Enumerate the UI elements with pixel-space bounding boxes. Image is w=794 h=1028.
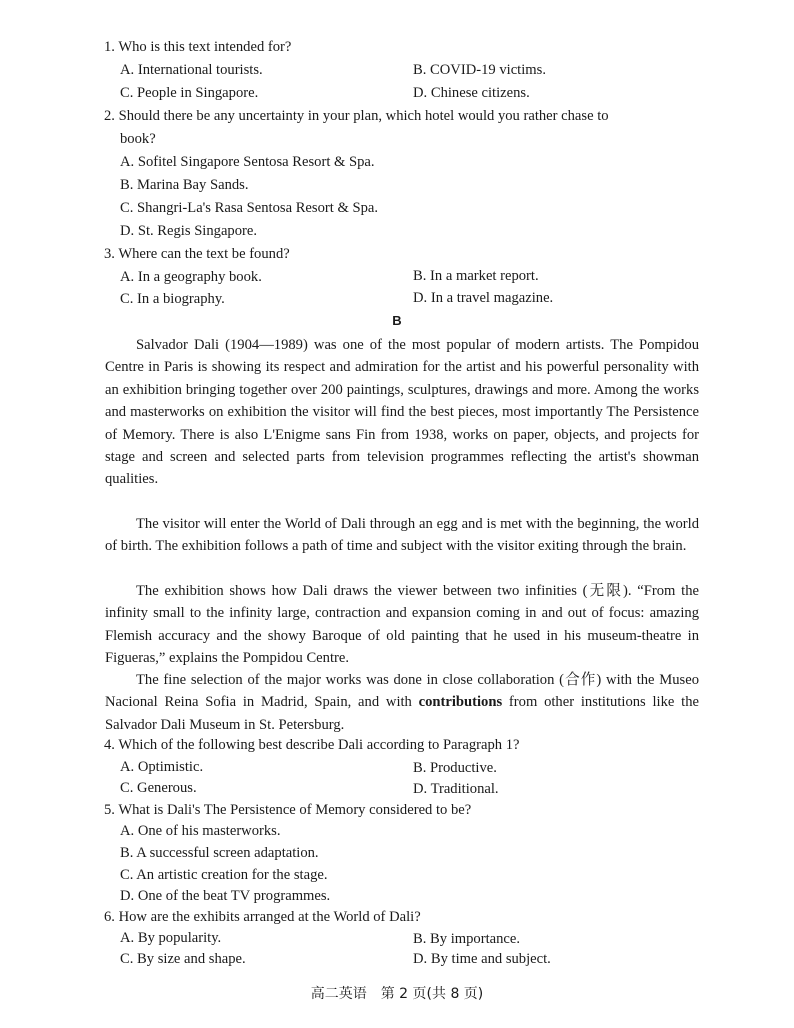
question-1-option-b: B. COVID-19 victims. [413,62,546,78]
question-6-option-d: D. By time and subject. [413,951,551,967]
question-2-stem-line2: book? [120,131,156,147]
question-2-option-b: B. Marina Bay Sands. [120,177,249,193]
question-4-option-a: A. Optimistic. [120,759,204,775]
question-6-option-c: C. By size and shape. [120,951,246,967]
question-4-option-c: C. Generous. [120,780,197,796]
passage-paragraph-2: The visitor will enter the World of Dali through an egg and is met with the beginning, the world of birth. The exhibition follows a path of time and subject with the visitor exiting through the brain. [105,516,699,555]
question-1-stem: 1. Who is this text intended for? [104,39,292,55]
question-2-stem-line1: 2. Should there be any uncertainty in your plan, which hotel would you rather chase to [104,108,609,124]
question-3-option-a: A. In a geography book. [120,269,262,285]
question-6-stem: 6. How are the exhibits arranged at the World of Dali? [104,909,421,925]
question-2-option-c: C. Shangri-La's Rasa Sentosa Resort & Spa. [120,200,378,216]
question-3-option-d: D. In a travel magazine. [413,290,554,306]
question-4-stem: 4. Which of the following best describe Dali according to Paragraph 1? [104,737,520,753]
question-4-option-b: B. Productive. [413,760,497,776]
question-5-option-b: B. A successful screen adaptation. [120,845,319,861]
underlined-word-contributions: contributions [418,694,503,711]
passage-paragraph-4 [105,669,699,736]
question-2-option-a: A. Sofitel Singapore Sentosa Resort & Spa. [120,154,375,170]
question-5-option-c: C. An artistic creation for the stage. [120,867,328,883]
question-1-option-d: D. Chinese citizens. [413,85,530,101]
question-6-option-b: B. By importance. [413,931,521,947]
page-footer: 高二英语 第 2 页(共 8 页) [310,986,484,1002]
question-5-option-a: A. One of his masterworks. [120,823,281,839]
passage-paragraph-1: Salvador Dali (1904—1989) was one of the most popular of modern artists. The Pompidou Centre in Paris is showing its respect and admiration for the artist and his powerful personality with an exhibition bringing together over 200 paintings, sculptures, drawings and more. Among the works and masterworks on exhibition the visitor will find the best pieces, most importantly The Persistence of Memory. There is also L'Enigme sans Fin from 1938, works on paper, objects, and projects for stage and screen and selected parts from television programmes reflecting the artist's showman qualities. [105,337,699,488]
question-1-option-c: C. People in Singapore. [120,85,259,101]
question-1-option-a: A. International tourists. [120,62,263,78]
question-3-option-b: B. In a market report. [413,268,539,284]
question-5-stem: 5. What is Dali's The Persistence of Memory considered to be? [104,802,472,818]
question-6-option-a: A. By popularity. [120,930,222,946]
paragraph-4-text-start: The fine selection of the major works was done in close collaboration (合作) with the Museo Nacional Reina Sofia in Madrid, Spain, and with [105,672,699,711]
question-5-option-d: D. One of the beat TV programmes. [120,888,331,904]
question-4-option-d: D. Traditional. [413,781,499,797]
paragraph-4-text-end: from other institutions like the Salvador Dali Museum in St. Petersburg. [105,694,699,733]
passage-paragraph-3: The exhibition shows how Dali draws the viewer between two infinities (无限). “From the infinity small to the infinity large, contraction and expansion coming in and out of focus: amazing Flemish accuracy and the showy Baroque of old painting that he used in his museum-theatre in Figueras,” explains the Pompidou Centre. [105,583,699,667]
question-3-stem: 3. Where can the text be found? [104,246,290,262]
question-3-option-c: C. In a biography. [120,291,225,307]
question-2-option-d: D. St. Regis Singapore. [120,223,258,239]
section-b-title: B [392,313,402,328]
